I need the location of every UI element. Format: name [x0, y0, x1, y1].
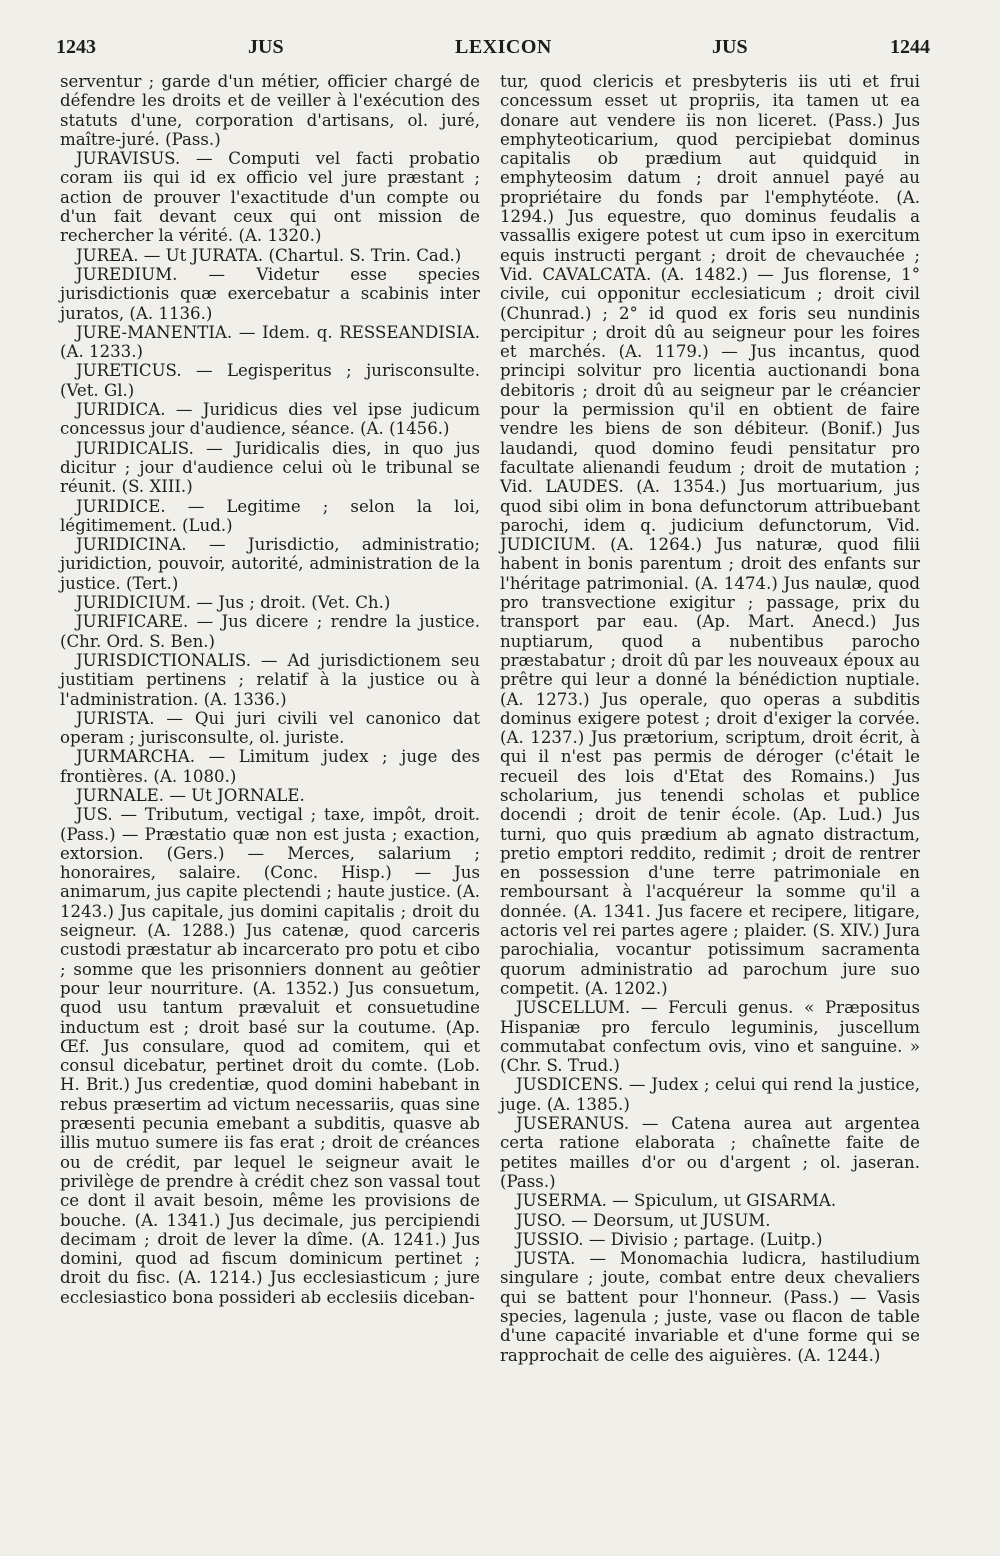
left-running-head: JUS — [248, 36, 284, 58]
entry-juridicium: JURIDICIUM. — Jus ; droit. (Vet. Ch.) — [76, 593, 391, 613]
entry-jusdicens: JUSDICENS. — Judex ; celui qui rend la justice, juge. (A. 1385.) — [500, 1075, 920, 1114]
entry-juseranus: JUSERANUS. — Catena aurea aut argentea certa ratione elaborata ; chaînette faite de petites mailles d'or ou d'argent ; ol. jaseran. (Pass.) — [500, 1114, 920, 1191]
entry-juserma: JUSERMA. — Spiculum, ut GISARMA. — [516, 1191, 837, 1211]
entry-jus-continuation: tur, quod clericis et presbyteris iis uti et frui concessum esset ut propriis, ita tamen ut ea donare aut vendere iis non liceret. (Pass.) Jus emphyteoticarium, quod percipiebat dominus capitalis ob prædium aut quidquid in emphyteosim datum ; droit annuel payé au propriétaire du fonds par l'emphytéote. (A. 1294.) Jus equestre, quo dominus feudalis a vassallis exigere potest ut cum ipso in exercitum equis instructi pergant ; droit de chevauchée ; Vid. CAVALCATA. (A. 1482.) — Jus florense, 1° civile, cui opponitur ecclesiaticum ; droit civil (Chunrad.) ; 2° id quod ex foris seu nundinis percipitur ; droit dû au seigneur pour les foires et marchés. (A. 1179.) — Jus incantus, quod principi solvitur pro licentia auctionandi bona debitoris ; droit dû au seigneur par le créancier pour la permission qu'il en obtient de faire vendre les biens de son débiteur. (Bonif.) Jus laudandi, quod domino feudi pensitatur pro facultate alienandi feudum ; droit de mutation ; Vid. LAUDES. (A. 1354.) Jus mortuarium, jus quod sibi olim in bona defunctorum attribuebant parochi, idem q. judicium defunctorum, Vid. JUDICIUM. (A. 1264.) Jus naturæ, quod filii habent in bonis parentum ; droit des enfants sur l'héritage patrimonial. (A. 1474.) Jus naulæ, quod pro transvectione exigitur ; passage, prix du transport par eau. (Ap. Mart. Anecd.) Jus nuptiarum, quod a nubentibus parocho præstabatur ; droit dû par les nouveaux époux au prêtre qui leur a donné la bénédiction nuptiale. (A. 1273.) Jus operale, quo operas a subditis dominus exigere potest ; droit d'exiger la corvée. (A. 1237.) Jus prætorium, scriptum, droit écrit, à qui il n'est pas permis de déroger (c'était le recueil des lois d'Etat des Romains.) Jus scholarium, jus tenendi scholas et publice docendi ; droit de tenir école. (Ap. Lud.) Jus turni, quo quis prædium ab agnato distractum, pretio emptori reddito, redimit ; droit de rentrer en possession d'une terre patrimoniale en remboursant à l'acquéreur la somme qu'il a donnée. (A. 1341. Jus facere et recipere, litigare, actoris vel rei partes agere ; plaider. (S. XIV.) Jura parochialia, vocantur potissimum sacramenta quorum administratio ad parochum jure suo competit. (A. 1202.) — [500, 72, 920, 998]
entry-juredium: JUREDIUM. — Videtur esse species jurisdictionis quæ exercebatur a scabinis inter juratos, (A. 1136.) — [60, 264, 480, 323]
entry-jureticus: JURETICUS. — Legisperitus ; jurisconsulte. (Vet. Gl.) — [60, 361, 480, 400]
right-page-number: 1244 — [890, 36, 930, 58]
entry-jurificare: JURIFICARE. — Jus dicere ; rendre la justice. (Chr. Ord. S. Ben.) — [60, 612, 480, 651]
entry-juravisus: JURAVISUS. — Computi vel facti probatio coram iis qui id ex officio vel jure præstant ; action de prouver l'exactitude d'un compte ou d'un fait devant ceux qui ont mission de rechercher la vérité. (A. 1320.) — [60, 149, 480, 246]
entry-juridicalis: JURIDICALIS. — Juridicalis dies, in quo jus dicitur ; jour d'audience celui où le tribunal se réunit. (S. XIII.) — [60, 438, 480, 497]
entry-jurisdictionalis: JURISDICTIONALIS. — Ad jurisdictionem seu justitiam pertinens ; relatif à la justice ou à l'administration. (A. 1336.) — [60, 650, 480, 709]
right-running-head: JUS — [712, 36, 748, 58]
page-header — [0, 36, 1000, 60]
entry-jure-manentia: JURE-MANENTIA. — Idem. q. RESSEANDISIA. (A. 1233.) — [60, 322, 480, 362]
entry-juso: JUSO. — Deorsum, ut JUSUM. — [516, 1210, 771, 1230]
entry-jurista: JURISTA. — Qui juri civili vel canonico dat operam ; jurisconsulte, ol. juriste. — [60, 708, 480, 748]
entry-justa: JUSTA. — Monomachia ludicra, hastiludium singulare ; joute, combat entre deux chevaliers qui se battent pour l'honneur. (Pass.) — Vasis species, lagenula ; juste, vase ou flacon de table d'une capacité invariable et d'une forme qui se rapprochait de celle des aiguières. (A. 1244.) — [500, 1249, 920, 1365]
entry-continuation: serventur ; garde d'un métier, officier chargé de défendre les droits et de veiller à l'exécution des statuts d'une, corporation d'artisans, ol. juré, maître-juré. (Pass.) — [60, 72, 480, 149]
entry-juridice: JURIDICE. — Legitime ; selon la loi, légitimement. (Lud.) — [60, 496, 480, 535]
right-column — [500, 72, 920, 1365]
left-page-number: 1243 — [56, 36, 96, 58]
center-running-head: LEXICON — [455, 36, 552, 58]
entry-jurea: JUREA. — Ut JURATA. (Chartul. S. Trin. Cad.) — [76, 245, 462, 265]
left-column — [60, 72, 480, 1307]
entry-juridicina: JURIDICINA. — Jurisdictio, administratio; juridiction, pouvoir, autorité, administration de la justice. (Tert.) — [60, 535, 480, 593]
entry-juridica: JURIDICA. — Juridicus dies vel ipse judicum concessus jour d'audience, séance. (A. (1456.) — [60, 400, 480, 439]
entry-jus: JUS. — Tributum, vectigal ; taxe, impôt, droit. (Pass.) — Præstatio quæ non est justa ; exaction, extorsion. (Gers.) — Merces, salarium ; honoraires, salaire. (Conc. Hisp.) — Jus animarum, jus capite plectendi ; haute justice. (A. 1243.) Jus capitale, jus domini capitalis ; droit du seigneur. (A. 1288.) Jus catenæ, quod carceris custodi præstatur ab incarcerato pro potu et cibo ; somme que les prisonniers donnent au geôtier pour leur nourriture. (A. 1352.) Jus consuetum, quod usu tantum prævaluit et consuetudine inductum est ; droit basé sur la coutume. (Ap. Œf. Jus consulare, quod ad comitem, qui et consul dicebatur, pertinet droit du comte. (Lob. H. Brit.) Jus credentiæ, quod domini habebant in rebus præsertim ad victum necessariis, quas sine præsenti pecunia emebant a subditis, quasve ab illis mutuo sumere iis fas erat ; droit de créances ou de crédit, par lequel le seigneur avait le privilège de prendre à crédit chez son vassal tout ce dont il avait besoin, même les provisions de bouche. (A. 1341.) Jus decimale, jus percipiendi decimam ; droit de lever la dîme. (A. 1241.) Jus domini, quod ad fiscum dominicum pertinet ; droit du fisc. (A. 1214.) Jus ecclesiasticum ; jure ecclesiastico bona possideri ab ecclesiis diceban- — [60, 805, 480, 1307]
entry-jussio: JUSSIO. — Divisio ; partage. (Luitp.) — [516, 1229, 823, 1249]
entry-jurmarcha: JURMARCHA. — Limitum judex ; juge des frontières. (A. 1080.) — [60, 747, 480, 786]
entry-juscellum: JUSCELLUM. — Ferculi genus. « Præpositus Hispaniæ pro ferculo leguminis, juscellum commutabat confectum ovis, vino et sanguine. » (Chr. S. Trud.) — [500, 998, 920, 1076]
entry-jurnale: JURNALE. — Ut JORNALE. — [76, 785, 305, 805]
